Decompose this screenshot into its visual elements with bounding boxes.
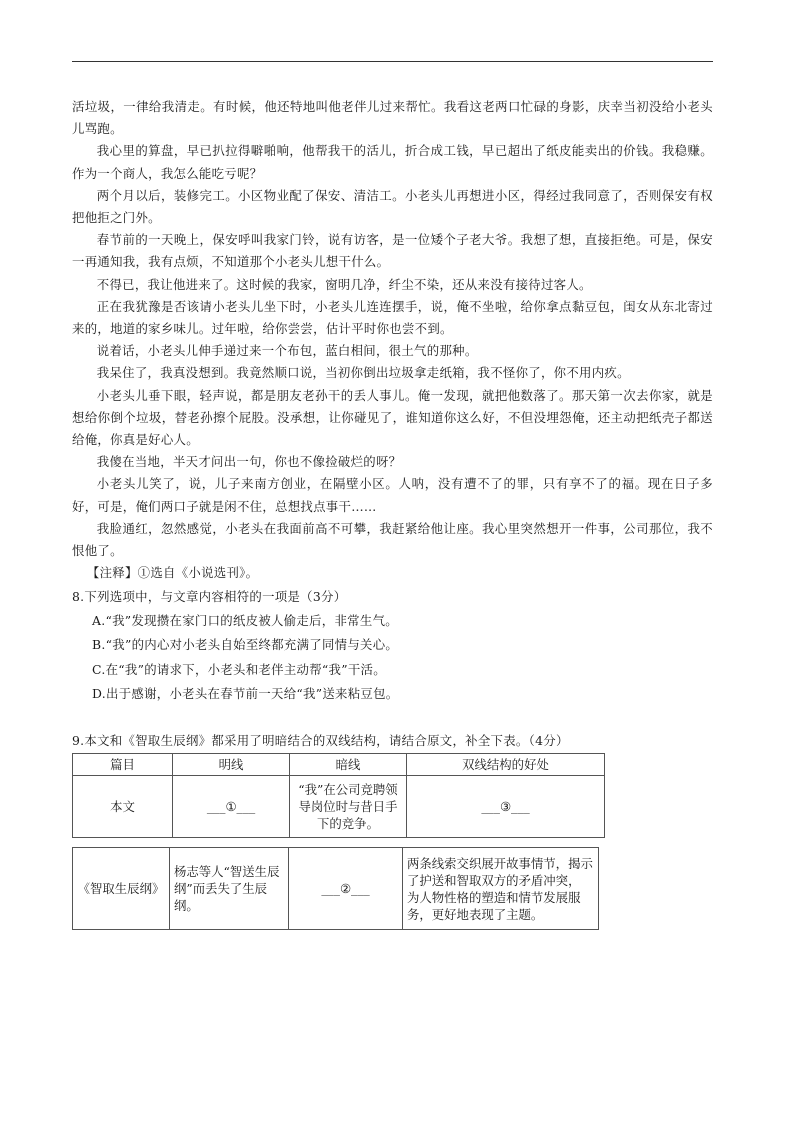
story-paragraph: 我呆住了，我真没想到。我竟然顺口说，当初你倒出垃圾拿走纸箱，我不怪你了，你不用内疚。 xyxy=(96,365,630,381)
header-rule xyxy=(72,61,713,62)
option-d: D.出于感谢，小老头在春节前一天给“我”送来粘豆包。 xyxy=(92,686,399,702)
option-a: A.“我”发现攒在家门口的纸皮被人偷走后，非常生气。 xyxy=(92,612,398,628)
story-paragraph: 说着话，小老头儿伸手递过来一个布包，蓝白相间，很土气的那种。 xyxy=(96,343,478,359)
structure-table-main xyxy=(72,753,605,838)
annotation-note: 【注释】①选自《小说选刊》。 xyxy=(86,565,259,581)
structure-table-second xyxy=(72,847,599,930)
cell-bright-line: 杨志等人“智送生辰纲”而丢失了生辰纲。 xyxy=(170,848,289,930)
story-paragraph: 小老头儿笑了，说，儿子来南方创业，在隔壁小区。人呐，没有遭不了的罪，只有享不了的福。现在日子多好，可是，俺们两口子就是闲不住，总想找点事干…… xyxy=(72,476,713,514)
table-row xyxy=(73,848,599,930)
question-9-stem: 9.本文和《智取生辰纲》都采用了明暗结合的双线结构，请结合原文，补全下表。（4分） xyxy=(72,733,569,748)
table-row xyxy=(73,776,605,838)
story-paragraph: 我脸通红，忽然感觉，小老头在我面前高不可攀，我赶紧给他让座。我心里突然想开一件事，公司那位，我不恨他了。 xyxy=(72,520,713,559)
header-benefit: 双线结构的好处 xyxy=(407,754,605,776)
story-paragraph: 活垃圾，一律给我清走。有时候，他还特地叫他老伴儿过来帮忙。我看这老两口忙碌的身影，庆幸当初没给小老头儿骂跑。 xyxy=(72,99,713,137)
header-dark-line: 暗线 xyxy=(290,754,407,776)
story-paragraph: 小老头儿垂下眼，轻声说，都是朋友老孙干的丢人事儿。俺一发现，就把他数落了。那天第一次去你家，就是想给你倒个垃圾，替老孙擦个屁股。没承想，让你碰见了，谁知道你这么好，不但没埋怨俺，还主动把纸壳子都送给俺，你真是好心人。 xyxy=(72,387,713,448)
story-paragraph: 不得已，我让他进来了。这时候的我家，窗明几净，纤尘不染，还从来没有接待过客人。 xyxy=(96,276,592,292)
cell-dark-line: “我”在公司竞聘领导岗位时与昔日手下的竞争。 xyxy=(290,776,407,838)
table-header-row xyxy=(73,754,605,776)
cell-title: 《智取生辰纲》 xyxy=(73,848,170,930)
cell-benefit: 两条线索交织展开故事情节，揭示了护送和智取双方的矛盾冲突， 为人物性格的塑造和情节发展服务，更好地表现了主题。 xyxy=(403,848,599,930)
blank-3: ___③___ xyxy=(407,776,605,838)
option-b: B.“我”的内心对小老头自始至终都充满了同情与关心。 xyxy=(92,637,399,653)
question-8-stem: 8.下列选项中，与文章内容相符的一项是（3分） xyxy=(72,589,347,605)
question-8 xyxy=(72,586,713,707)
cell-title: 本文 xyxy=(73,776,173,838)
header-bright-line: 明线 xyxy=(173,754,290,776)
story-paragraph: 我傻在当地，半天才问出一句，你也不像捡破烂的呀？ xyxy=(96,454,402,470)
story-paragraph: 春节前的一天晚上，保安呼叫我家门铃，说有访客，是一位矮个子老大爷。我想了想，直接拒绝。可是，保安一再通知我，我有点烦，不知道那个小老头儿想干什么。 xyxy=(72,232,713,270)
blank-2: ___②___ xyxy=(289,848,403,930)
story-paragraph: 两个月以后，装修完工。小区物业配了保安、清洁工。小老头儿再想进小区，得经过我同意了，否则保安有权把他拒之门外。 xyxy=(72,187,713,226)
blank-1: ___①___ xyxy=(173,776,290,838)
header-title: 篇目 xyxy=(73,754,173,776)
story-paragraph: 我心里的算盘，早已扒拉得噼啪响，他帮我干的活儿，折合成工钱，早已超出了纸皮能卖出的价钱。我稳赚。作为一个商人，我怎么能吃亏呢？ xyxy=(72,143,713,181)
story-paragraph: 正在我犹豫是否该请小老头儿坐下时，小老头儿连连摆手，说，俺不坐啦，给你拿点黏豆包，闺女从东北寄过来的，地道的家乡味儿。过年啦，给你尝尝，估计平时你也尝不到。 xyxy=(72,298,713,337)
option-c: C.在“我”的请求下，小老头和老伴主动帮“我”干活。 xyxy=(92,661,386,677)
document-body xyxy=(72,96,713,707)
